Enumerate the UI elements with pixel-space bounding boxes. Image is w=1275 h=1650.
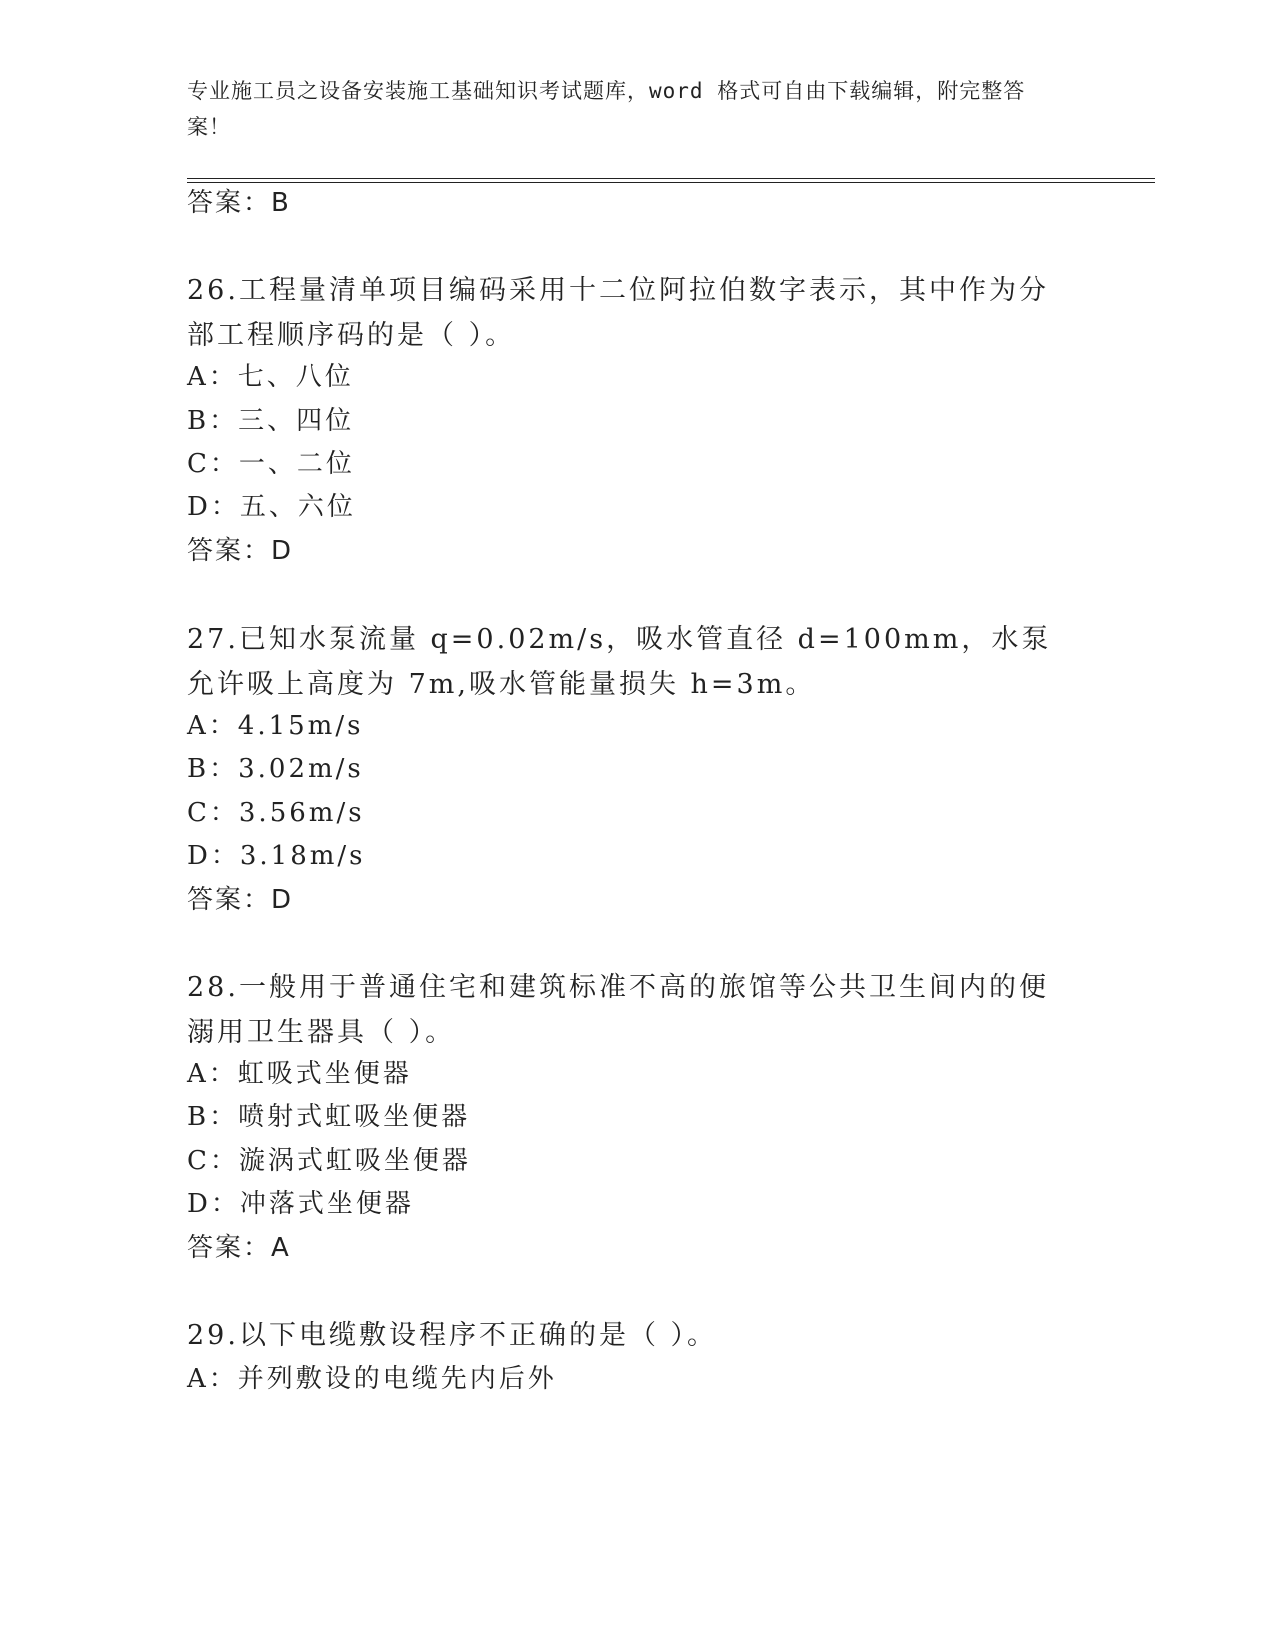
question-27-option-d: D：3.18m/s (187, 841, 366, 871)
question-26-option-d: D：五、六位 (187, 492, 356, 522)
question-28-stem: 28.一般用于普通住宅和建筑标准不高的旅馆等公共卫生间内的便溺用卫生器具（ ）。 (187, 972, 1049, 1048)
question-26-answer: 答案：D (187, 536, 294, 566)
question-28-option-b: B：喷射式虹吸坐便器 (187, 1102, 471, 1132)
question-29-option-a: A：并列敷设的电缆先内后外 (187, 1364, 557, 1394)
question-26-option-c: C：一、二位 (187, 449, 355, 479)
header-divider (187, 178, 1155, 179)
question-28-option-d: D：冲落式坐便器 (187, 1189, 414, 1219)
question-27-stem: 27.已知水泵流量 q=0.02m/s，吸水管直径 d=100mm，水泵允许吸上高度为 7m,吸水管能量损失 h=3m。 (187, 624, 1052, 700)
previous-answer: 答案：B (187, 188, 291, 218)
question-26-option-a: A：七、八位 (187, 362, 354, 392)
question-29-stem: 29.以下电缆敷设程序不正确的是（ ）。 (187, 1320, 718, 1351)
question-27-option-b: B：3.02m/s (187, 754, 364, 784)
question-28-answer: 答案：A (187, 1233, 291, 1263)
question-26-stem: 26.工程量清单项目编码采用十二位阿拉伯数字表示，其中作为分部工程顺序码的是（ ）。 (187, 275, 1049, 351)
question-27-option-c: C：3.56m/s (187, 798, 365, 828)
question-26-option-b: B：三、四位 (187, 406, 355, 436)
document-header: 专业施工员之设备安装施工基础知识考试题库，word 格式可自由下载编辑，附完整答案！ (187, 79, 1026, 139)
question-27-answer: 答案：D (187, 885, 294, 915)
question-27-option-a: A：4.15m/s (187, 711, 364, 741)
question-28-option-a: A：虹吸式坐便器 (187, 1059, 412, 1089)
question-28-option-c: C：漩涡式虹吸坐便器 (187, 1146, 471, 1176)
header-divider-double (187, 182, 1155, 183)
